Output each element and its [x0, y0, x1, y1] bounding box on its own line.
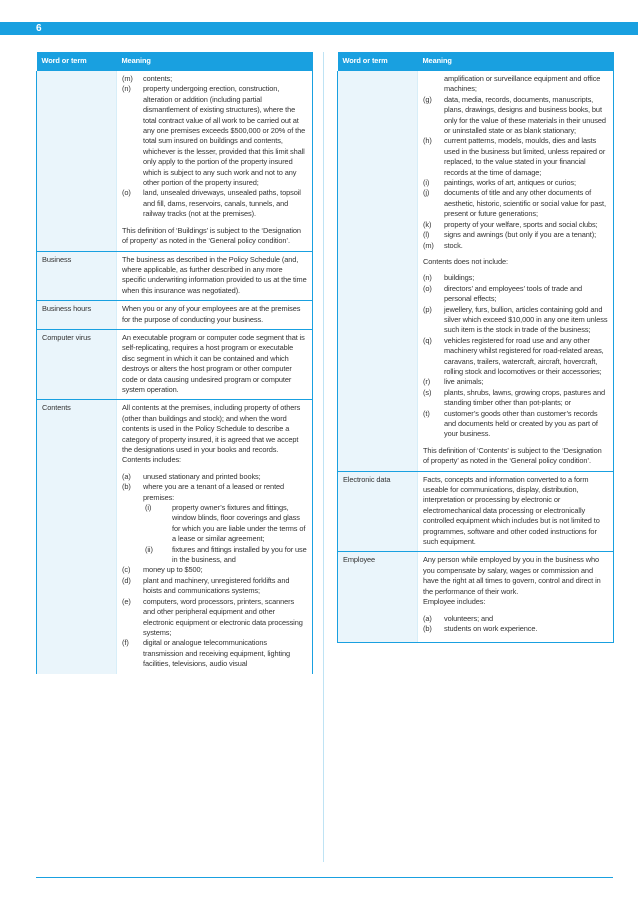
list-item: (h) current patterns, models, moulds, dies and lasts used in the business but limited, unless repaired or replaced, to the value stated in your financial records at the time of damage;: [423, 136, 606, 177]
list-item: (o) directors’ and employees’ tools of trade and personal effects;: [423, 283, 583, 304]
list: [122, 472, 307, 503]
contents-intro: All contents at the premises, including property of others (other than buildings and stock); and when the word contents is used in the Policy Schedule to describe a category of property insured, it is agreed that we accept the designations used in your books and records. Contents includes:: [122, 403, 301, 465]
exclusions-list: [423, 273, 608, 440]
meaning-business: The business as described in the Policy Schedule (and, where applicable, as further described in any more specific underwriting information provided to us at the time when this insurance was negotiated).: [117, 251, 313, 301]
table-header: [338, 52, 614, 71]
column-divider: [323, 52, 324, 862]
list-item: (o) land, unsealed driveways, unsealed paths, topsoil and fill, dams, reservoirs, canals, tunnels, and railway tracks (not at the premises).: [122, 188, 301, 219]
list-item: (l) signs and awnings (but only if you are a tenant);: [423, 230, 597, 240]
list: [122, 565, 307, 669]
list-item: (q) vehicles registered for road use and any other machinery whilst registered for road-related areas, caravans, trailers, watercraft, aircraft, hovercraft, rolling stock and locomotives or their accessories;: [423, 335, 604, 376]
meaning-cell: [117, 71, 313, 251]
list-item: amplification or surveillance equipment and office machines;: [444, 74, 601, 94]
list-item: (a) unused stationary and printed books;: [122, 471, 261, 481]
right-column: [337, 52, 614, 643]
list-item: (k) property of your welfare, sports and social clubs;: [423, 219, 598, 229]
list-item: (t) customer’s goods other than customer’s records and documents held or created by you as part of your business.: [423, 408, 598, 439]
list-item: (c) money up to $500;: [122, 565, 203, 575]
list: [122, 74, 307, 220]
meaning-electronic-data: Facts, concepts and information converted to a form useable for communications, display, distribution, interpretation or processing by electronic or electromechanical data processing or electronically controlled equipment which includes but is not limited to programmes, software and other coded instructions for such equipment.: [418, 471, 614, 552]
list-item: (s) plants, shrubs, lawns, growing crops, pastures and standing timber other than pot-plants; or: [423, 387, 605, 408]
table-row-contents: [37, 400, 313, 674]
table-row-computer-virus: [37, 329, 313, 399]
contents-note: This definition of ‘Contents’ is subject to the ‘Designation of property’ as noted in the ‘General policy condition’.: [423, 445, 602, 466]
employee-definition: Any person while employed by you in the business who you compensate by salary, wages or commission and have the right at all times to govern, control and direct in the performance of their work.: [423, 555, 601, 596]
list-item: (n) buildings;: [423, 273, 475, 283]
list-item: (f) digital or analogue telecommunications transmission and receiving equipment, lighting facilities, televisions, audio visual: [122, 638, 290, 669]
buildings-note: This definition of ‘Buildings’ is subject to the ‘Designation of property’ as noted in the ‘General policy condition’.: [122, 225, 301, 246]
term-contents: Contents: [37, 400, 117, 674]
term-computer-virus: Computer virus: [37, 329, 117, 399]
table-row-business: [37, 251, 313, 301]
list-item: (e) computers, word processors, printers, scanners and other peripheral equipment and other electronic equipment or electronic data processing systems;: [122, 596, 303, 637]
sub-list: [122, 503, 307, 565]
meaning-contents: [117, 400, 313, 674]
header-word-or-term: Word or term: [37, 52, 117, 71]
term-employee: Employee: [338, 552, 418, 643]
meaning-computer-virus: An executable program or computer code segment that is self-replicating, requires a host program or executable disc segment in which it can be contained and which destroys or alters the host program or other computer code or data causing undesired program or computer system operation.: [117, 329, 313, 399]
header-word-or-term: Word or term: [338, 52, 418, 71]
footer-rule: [36, 877, 613, 878]
table-row-buildings-cont: [37, 71, 313, 251]
employee-includes: Employee includes:: [423, 597, 486, 607]
table-row-business-hours: [37, 301, 313, 330]
list-item: (b) students on work experience.: [423, 623, 538, 633]
list-item: (m) stock.: [423, 240, 463, 250]
meaning-employee: [418, 552, 614, 643]
term-cell-empty: [338, 71, 418, 471]
list-item: (j) documents of title and any other documents of aesthetic, historic, scientific or social value for past, present or future generations;: [423, 188, 606, 219]
term-business-hours: Business hours: [37, 301, 117, 330]
sub-list-item: (i) property owner’s fixtures and fittings, window blinds, floor coverings and glass for which you are liable under the terms of a lease or similar agreement;: [145, 503, 306, 544]
header-meaning: Meaning: [418, 52, 614, 71]
list-item: (d) plant and machinery, unregistered forklifts and hoists and communications systems;: [122, 575, 290, 596]
list-item: (n) property undergoing erection, construction, alteration or addition (including partial dismantlement of existing structures), where the total contract value of all work to be carried out at any one premises exceeds $500,000 or 20% of the total sum insured on buildings and contents, whichever is the lesser, provided that this limit shall only apply to the portion of the property insured which is subject to any such work and not to any other portion of the property insured;: [122, 84, 306, 188]
term-electronic-data: Electronic data: [338, 471, 418, 552]
list-item: (i) paintings, works of art, antiques or curios;: [423, 178, 576, 188]
list-item: (m) contents;: [122, 74, 173, 83]
definitions-table-left: [36, 52, 313, 674]
list-item: (a) volunteers; and: [423, 613, 494, 623]
contents-exclusions-intro: Contents does not include:: [423, 256, 508, 266]
top-header-bar: [0, 22, 638, 35]
header-meaning: Meaning: [117, 52, 313, 71]
term-cell-empty: [37, 71, 117, 251]
list-item: (b) where you are a tenant of a leased or rented premises:: [122, 482, 285, 502]
list: [423, 74, 608, 251]
sub-list-item: (ii) fixtures and fittings installed by you for use in the business, and: [145, 544, 307, 565]
meaning-cell: [418, 71, 614, 471]
page-number: 6: [36, 23, 42, 34]
left-column: [36, 52, 313, 674]
table-header: [37, 52, 313, 71]
list-item: (g) data, media, records, documents, manuscripts, plans, drawings, designs and business books, but only for the value of these materials in their unused or uninstalled state or as blank stationary;: [423, 94, 606, 136]
term-business: Business: [37, 251, 117, 301]
list-item: (r) live animals;: [423, 377, 484, 387]
table-row-contents-cont: [338, 71, 614, 471]
meaning-business-hours: When you or any of your employees are at the premises for the purpose of conducting your business.: [117, 301, 313, 330]
table-row-employee: [338, 552, 614, 643]
list: [423, 614, 608, 635]
list-item: (p) jewellery, furs, bullion, articles containing gold and silver which exceed $10,000 in any one item unless such item is the stock in trade of the business;: [423, 304, 608, 335]
definitions-table-right: [337, 52, 614, 643]
table-row-electronic-data: [338, 471, 614, 552]
